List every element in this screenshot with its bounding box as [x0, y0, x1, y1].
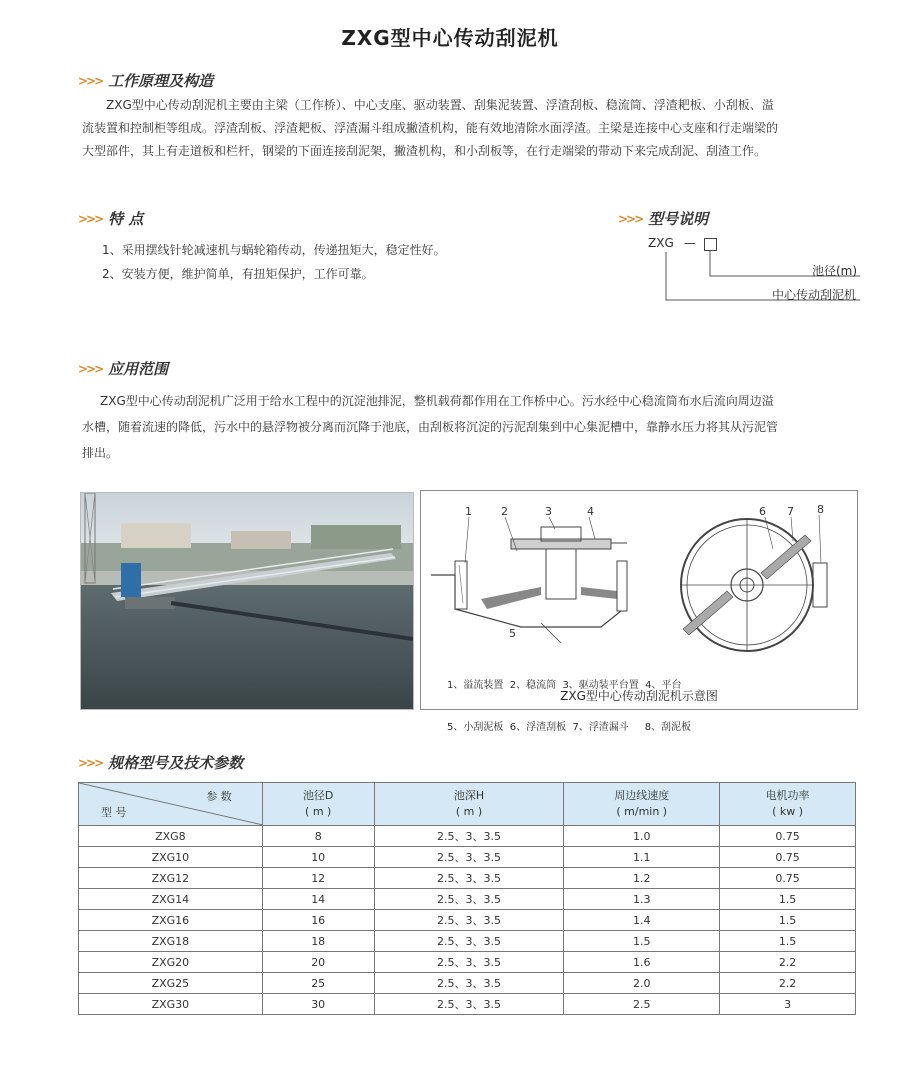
table-row	[79, 973, 856, 994]
diagram-legend-row: 5、小刮泥板 6、浮渣刮板 7、浮渣漏斗 8、刮泥板	[447, 722, 692, 733]
section-heading-model	[618, 208, 708, 229]
section-heading-features-label: 特 点	[108, 210, 144, 228]
table-row	[79, 952, 856, 973]
principle-line: 流装置和控制柜等组成。浮渣刮板、浮渣耙板、浮渣漏斗组成撇渣机构，能有效地清除水面浮渣。主梁是连接中心支座和行走端梁的	[82, 121, 779, 135]
diagram-caption: ZXG型中心传动刮泥机示意图	[560, 689, 718, 703]
chevron-icon: >>>	[78, 73, 103, 88]
chevron-icon: >>>	[78, 755, 103, 770]
value-cell: 2.0	[564, 973, 720, 994]
diagram-number: 2	[501, 505, 508, 518]
chevron-icon: >>>	[78, 361, 103, 376]
table-corner-cell	[79, 783, 263, 826]
column-header-name: 池径D	[302, 789, 334, 802]
value-cell: 2.5、3、3.5	[374, 931, 564, 952]
section-heading-principle-label: 工作原理及构造	[108, 72, 214, 90]
principle-line: 大型部件，其上有走道板和栏杆，钢梁的下面连接刮泥架，撇渣机构，和小刮板等，在行走端梁的带动下来完成刮泥、刮渣工作。	[82, 144, 767, 158]
column-header-unit: ( m/min )	[616, 805, 668, 818]
column-header-name: 周边线速度	[614, 789, 670, 802]
value-cell: 1.3	[564, 889, 720, 910]
value-cell: 2.2	[720, 952, 856, 973]
diagram-number: 5	[509, 627, 516, 640]
column-header-unit: ( m )	[305, 805, 332, 818]
value-cell: 3	[720, 994, 856, 1015]
equipment-photo-image	[81, 493, 413, 709]
chevron-icon: >>>	[618, 211, 643, 226]
table-row	[79, 994, 856, 1015]
spec-table	[78, 782, 856, 1015]
application-line: 排出。	[82, 446, 119, 460]
page-title: ZXG型中心传动刮泥机	[341, 26, 559, 50]
value-cell: 30	[262, 994, 374, 1015]
value-cell: 1.5	[720, 931, 856, 952]
value-cell: 0.75	[720, 826, 856, 847]
diagram-number: 3	[545, 505, 552, 518]
model-cell: ZXG25	[79, 973, 263, 994]
column-header-name: 电机功率	[765, 789, 810, 802]
value-cell: 2.5、3、3.5	[374, 847, 564, 868]
model-label-name: 中心传动刮泥机	[772, 288, 857, 302]
application-line: 水槽，随着流速的降低，污水中的悬浮物被分离而沉降于池底，由刮板将沉淀的污泥刮集到中心集泥槽中，靠静水压力将其从污泥管	[82, 420, 779, 434]
value-cell: 25	[262, 973, 374, 994]
application-text	[82, 388, 882, 466]
column-header-unit: ( kw )	[772, 805, 804, 818]
table-row	[79, 847, 856, 868]
model-cell: ZXG20	[79, 952, 263, 973]
value-cell: 2.5、3、3.5	[374, 889, 564, 910]
column-header	[262, 783, 374, 826]
value-cell: 2.5、3、3.5	[374, 910, 564, 931]
section-heading-features	[78, 208, 143, 229]
equipment-photo	[80, 492, 414, 710]
value-cell: 18	[262, 931, 374, 952]
diagram-legend-row: 1、溢流装置 2、稳流筒 3、驱动装平台置 4、平台	[447, 680, 682, 691]
value-cell: 1.5	[720, 910, 856, 931]
model-cell: ZXG18	[79, 931, 263, 952]
diagram-number: 7	[787, 505, 794, 518]
diagram-number: 4	[587, 505, 594, 518]
value-cell: 2.5	[564, 994, 720, 1015]
table-row	[79, 889, 856, 910]
feature-item: 2、安装方便，维护简单，有扭矩保护，工作可靠。	[102, 267, 374, 281]
features-list	[102, 238, 582, 286]
corner-top-label: 参 数	[206, 790, 232, 803]
value-cell: 1.0	[564, 826, 720, 847]
column-header-name: 池深H	[453, 789, 485, 802]
value-cell: 2.2	[720, 973, 856, 994]
model-cell: ZXG16	[79, 910, 263, 931]
diagram-number: 8	[817, 503, 824, 516]
application-line: ZXG型中心传动刮泥机广泛用于给水工程中的沉淀池排泥，整机载荷都作用在工作桥中心。污水经中心稳流筒布水后流向周边溢	[100, 394, 774, 408]
model-cell: ZXG30	[79, 994, 263, 1015]
table-header-row	[79, 783, 856, 826]
model-label-diameter: 池径(m)	[812, 264, 858, 278]
schematic-diagram	[420, 490, 858, 733]
table-row	[79, 931, 856, 952]
value-cell: 1.5	[720, 889, 856, 910]
section-heading-specs	[78, 752, 243, 773]
column-header	[374, 783, 564, 826]
value-cell: 2.5、3、3.5	[374, 952, 564, 973]
model-explanation	[640, 236, 870, 306]
value-cell: 20	[262, 952, 374, 973]
diagram-number: 1	[465, 505, 472, 518]
section-heading-application	[78, 358, 168, 379]
table-row	[79, 826, 856, 847]
model-cell: ZXG12	[79, 868, 263, 889]
section-heading-model-label: 型号说明	[648, 210, 709, 228]
principle-text	[82, 94, 882, 163]
value-cell: 2.5、3、3.5	[374, 826, 564, 847]
value-cell: 2.5、3、3.5	[374, 868, 564, 889]
value-cell: 1.2	[564, 868, 720, 889]
column-header	[720, 783, 856, 826]
value-cell: 2.5、3、3.5	[374, 973, 564, 994]
value-cell: 1.1	[564, 847, 720, 868]
section-heading-principle	[78, 70, 213, 91]
column-header-unit: ( m )	[455, 805, 483, 818]
column-header	[564, 783, 720, 826]
value-cell: 10	[262, 847, 374, 868]
model-dash: —	[684, 236, 696, 250]
table-row	[79, 910, 856, 931]
principle-line: ZXG型中心传动刮泥机主要由主梁（工作桥）、中心支座、驱动装置、刮集泥装置、浮渣刮板、稳流筒、浮渣耙板、小刮板、溢	[106, 98, 774, 112]
diagram-number: 6	[759, 505, 766, 518]
value-cell: 0.75	[720, 868, 856, 889]
value-cell: 16	[262, 910, 374, 931]
model-prefix: ZXG	[648, 236, 674, 250]
value-cell: 0.75	[720, 847, 856, 868]
value-cell: 1.4	[564, 910, 720, 931]
model-cell: ZXG14	[79, 889, 263, 910]
value-cell: 14	[262, 889, 374, 910]
model-cell: ZXG10	[79, 847, 263, 868]
diagram-legend	[447, 651, 691, 763]
value-cell: 2.5、3、3.5	[374, 994, 564, 1015]
model-cell: ZXG8	[79, 826, 263, 847]
section-heading-application-label: 应用范围	[108, 360, 169, 378]
corner-bottom-label: 型 号	[101, 806, 127, 819]
value-cell: 1.5	[564, 931, 720, 952]
value-cell: 1.6	[564, 952, 720, 973]
value-cell: 12	[262, 868, 374, 889]
section-heading-specs-label: 规格型号及技术参数	[108, 754, 244, 772]
table-body	[79, 826, 856, 1015]
feature-item: 1、采用摆线针轮减速机与蜗轮箱传动，传递扭矩大，稳定性好。	[102, 243, 446, 257]
table-row	[79, 868, 856, 889]
value-cell: 8	[262, 826, 374, 847]
chevron-icon: >>>	[78, 211, 103, 226]
